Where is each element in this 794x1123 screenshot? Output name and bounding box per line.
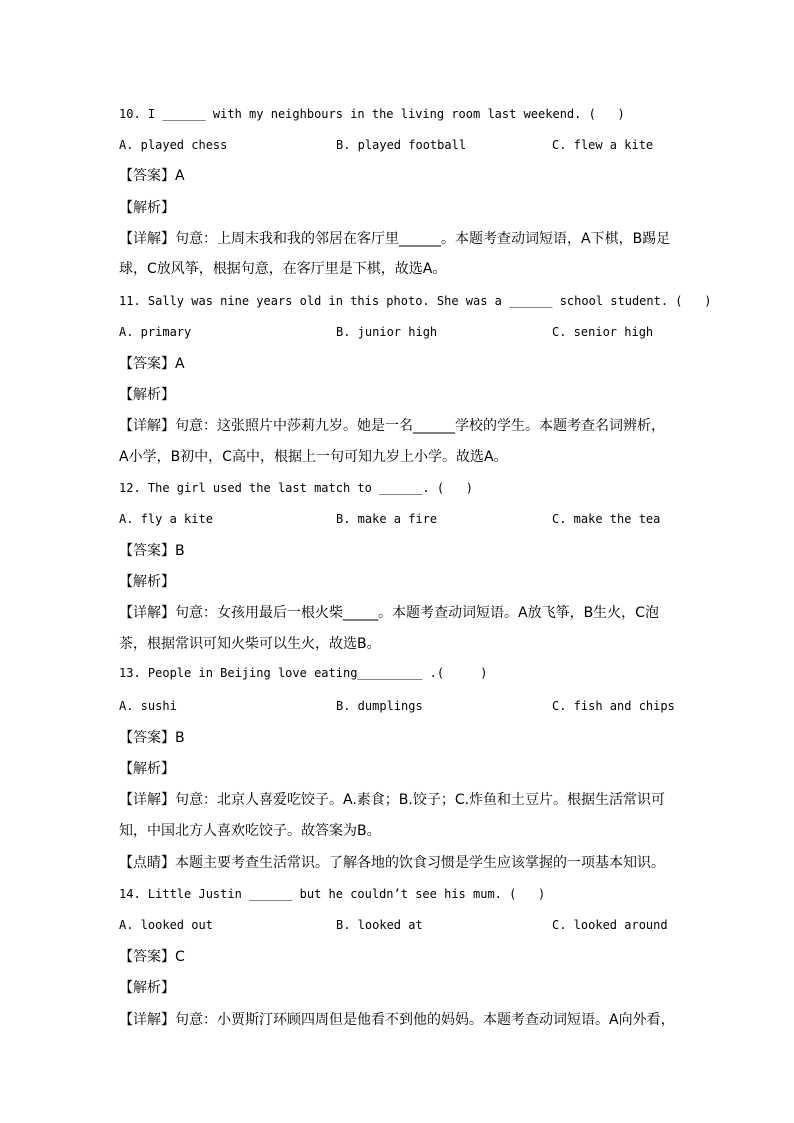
question-10-option-a: A. played chess (119, 138, 228, 152)
question-13-option-a: A. sushi (119, 699, 177, 713)
question-10-answer: 【答案】A (119, 168, 185, 184)
question-14-option-c: C. looked around (552, 918, 668, 932)
question-12-detail-line-2: 茶，根据常识可知火柴可以生火，故选B。 (119, 636, 381, 652)
question-13-stem: 13. People in Beijing love eating_________ .( ) (119, 666, 488, 680)
question-11-option-b: B. junior high (336, 325, 438, 339)
question-13-answer: 【答案】B (119, 730, 185, 746)
question-11-answer: 【答案】A (119, 356, 185, 372)
question-10-analysis: 【解析】 (119, 200, 175, 216)
question-14-option-a: A. looked out (119, 918, 213, 932)
question-12-detail-line-1: 【详解】句意：女孩用最后一根火柴_____。本题考查动词短语。A放飞筝，B生火，C泡 (119, 605, 659, 621)
question-12-option-a: A. fly a kite (119, 512, 213, 526)
question-13-option-b: B. dumplings (336, 699, 423, 713)
question-14-option-b: B. looked at (336, 918, 423, 932)
question-11-stem: 11. Sally was nine years old in this photo. She was a ______ school student. ( ) (119, 294, 712, 308)
question-12-stem: 12. The girl used the last match to ______. ( ) (119, 481, 474, 495)
question-12-option-b: B. make a fire (336, 512, 438, 526)
question-13-detail-line-1: 【详解】句意：北京人喜爱吃饺子。A.素食；B.饺子；C.炸鱼和土豆片。根据生活常识可 (119, 792, 666, 808)
question-10-option-c: C. flew a kite (552, 138, 654, 152)
question-14-detail-line-1: 【详解】句意：小贾斯汀环顾四周但是他看不到他的妈妈。本题考查动词短语。A向外看， (119, 1012, 675, 1028)
question-10-detail-line-1: 【详解】句意：上周末我和我的邻居在客厅里______。本题考查动词短语，A下棋，B踢足 (119, 231, 671, 247)
question-12-analysis: 【解析】 (119, 574, 175, 590)
question-13-analysis: 【解析】 (119, 761, 175, 777)
question-11-analysis: 【解析】 (119, 387, 175, 403)
question-11-detail-line-2: A小学，B初中，C高中，根据上一句可知九岁上小学。故选A。 (119, 449, 508, 465)
question-12-option-c: C. make the tea (552, 512, 661, 526)
question-10-option-b: B. played football (336, 138, 467, 152)
question-14-analysis: 【解析】 (119, 980, 175, 996)
question-14-answer: 【答案】C (119, 949, 185, 965)
question-13-option-c: C. fish and chips (552, 699, 675, 713)
question-11-option-a: A. primary (119, 325, 192, 339)
question-13-note: 【点睛】本题主要考查生活常识。了解各地的饮食习惯是学生应该掌握的一项基本知识。 (119, 855, 665, 871)
question-10-detail-line-2: 球，C放风筝，根据句意，在客厅里是下棋，故选A。 (119, 261, 447, 277)
question-11-detail-line-1: 【详解】句意：这张照片中莎莉九岁。她是一名______学校的学生。本题考查名词辨析， (119, 418, 665, 434)
question-12-answer: 【答案】B (119, 543, 185, 559)
question-13-detail-line-2: 知，中国北方人喜欢吃饺子。故答案为B。 (119, 823, 381, 839)
question-11-option-c: C. senior high (552, 325, 654, 339)
question-14-stem: 14. Little Justin ______ but he couldn’t see his mum. ( ) (119, 887, 546, 901)
question-10-stem: 10. I ______ with my neighbours in the living room last weekend. ( ) (119, 107, 625, 121)
